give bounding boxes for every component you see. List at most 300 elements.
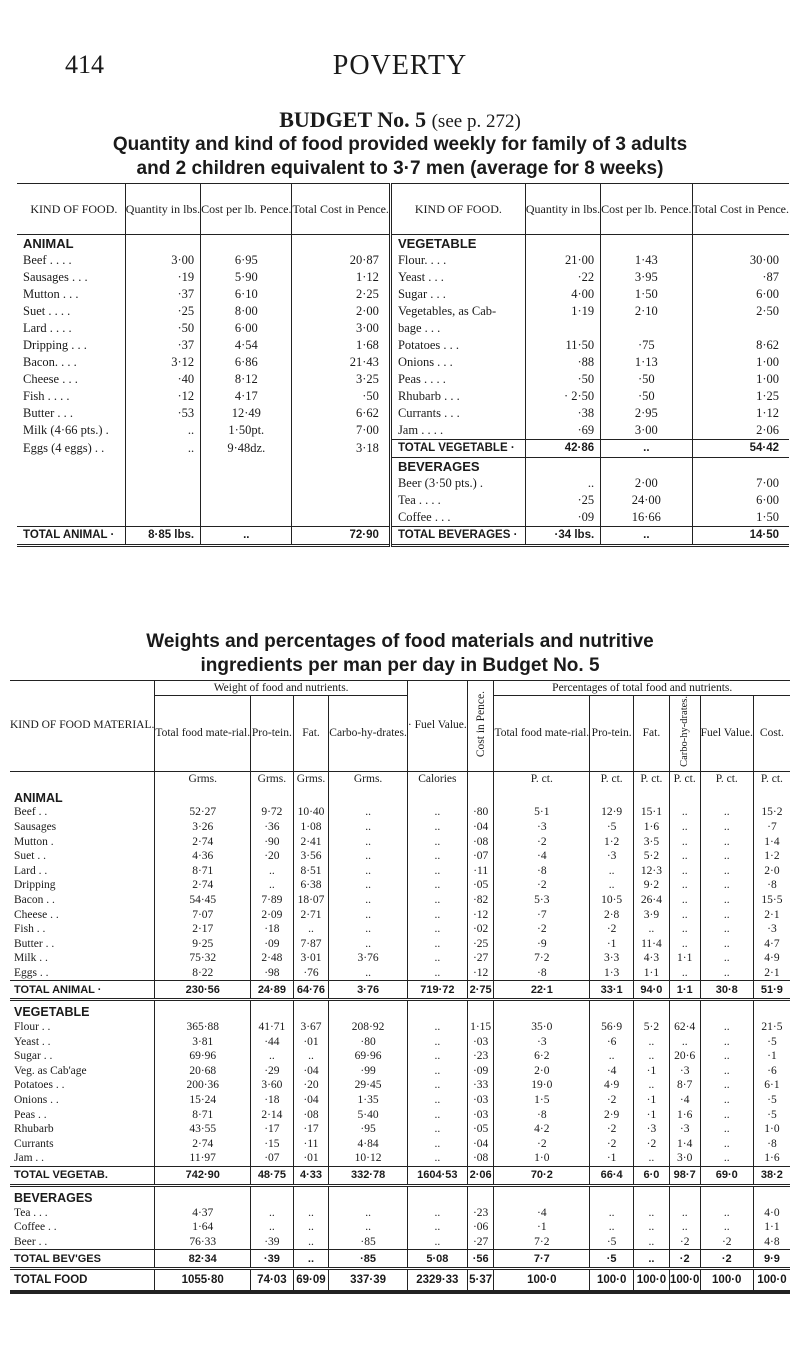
quantity-value bbox=[525, 320, 600, 337]
pct-protein-value: 2·9 bbox=[590, 1107, 634, 1122]
carbohydrates-value: 337·39 bbox=[329, 1269, 408, 1293]
total-cost-value bbox=[692, 320, 789, 337]
header-material: KIND OF FOOD MATERIAL. bbox=[10, 681, 155, 772]
pct-fat-value: 100·0 bbox=[634, 1269, 670, 1293]
fuel-value-value: .. bbox=[407, 1107, 467, 1122]
carbohydrates-value: ·95 bbox=[329, 1122, 408, 1137]
protein-value: ·18 bbox=[251, 922, 294, 937]
cost-per-lb-value: .. bbox=[201, 527, 292, 546]
fat-value: 3·67 bbox=[293, 1020, 329, 1035]
food-name: Yeast . . . bbox=[390, 269, 525, 286]
protein-value: 2·09 bbox=[251, 907, 294, 922]
pct-total-value: ·2 bbox=[494, 878, 590, 893]
cost-pence-value: 2·06 bbox=[467, 1166, 494, 1185]
pct-fuel-value: .. bbox=[700, 1049, 753, 1064]
unit-label: P. ct. bbox=[590, 771, 634, 786]
table-row bbox=[10, 893, 790, 908]
fuel-value-value: .. bbox=[407, 1078, 467, 1093]
fuel-value-value: .. bbox=[407, 1234, 467, 1249]
header-pct-cost: Cost. bbox=[753, 696, 790, 772]
pct-fuel-value: .. bbox=[700, 907, 753, 922]
pct-cost-value: 15·5 bbox=[753, 893, 790, 908]
pct-total-value: 100·0 bbox=[494, 1269, 590, 1293]
food-name: Beef . . . . bbox=[23, 253, 72, 267]
pct-fat-value: ·1 bbox=[634, 1093, 670, 1108]
header-pct-protein: Pro-tein. bbox=[590, 696, 634, 772]
header-cost-pence: Cost in Pence. bbox=[474, 690, 487, 757]
total-weight-value: 2·74 bbox=[155, 834, 251, 849]
total-weight-value: 75·32 bbox=[155, 951, 251, 966]
pct-total-value: ·8 bbox=[494, 966, 590, 981]
pct-protein-value: ·2 bbox=[590, 1122, 634, 1137]
food-name: Fish . . . . bbox=[23, 389, 70, 403]
pct-carbohydrates-value: 100·0 bbox=[669, 1269, 700, 1293]
empty-cell bbox=[692, 235, 789, 253]
fuel-value-value: .. bbox=[407, 834, 467, 849]
header-protein: Pro-tein. bbox=[251, 696, 294, 772]
quantity-row bbox=[17, 303, 789, 320]
unit-label: P. ct. bbox=[494, 771, 590, 786]
empty-cell bbox=[292, 458, 390, 476]
quantity-value: 3·00 bbox=[125, 252, 200, 269]
fuel-value-value: .. bbox=[407, 1151, 467, 1166]
fat-value: 6·38 bbox=[293, 878, 329, 893]
running-head: POVERTY bbox=[332, 50, 468, 81]
pct-carbohydrates-value: .. bbox=[669, 863, 700, 878]
pct-fuel-value: .. bbox=[700, 893, 753, 908]
total-cost-value: 6·00 bbox=[692, 286, 789, 303]
pct-fuel-value: .. bbox=[700, 820, 753, 835]
protein-value: .. bbox=[251, 863, 294, 878]
food-name: Beer (3·50 pts.) . bbox=[390, 475, 525, 492]
empty-cell bbox=[700, 1000, 753, 1020]
pct-fat-value: .. bbox=[634, 1034, 670, 1049]
quantity-row bbox=[17, 337, 789, 354]
quantity-row bbox=[17, 320, 789, 337]
food-name: Bacon . . bbox=[14, 893, 55, 906]
cost-per-lb-value: 4·54 bbox=[201, 337, 292, 354]
food-name: Onions . . . bbox=[390, 354, 525, 371]
empty-cell bbox=[155, 1000, 251, 1020]
carbohydrates-value: 5·40 bbox=[329, 1107, 408, 1122]
pct-fat-value: 4·3 bbox=[634, 951, 670, 966]
pct-cost-value: 1·0 bbox=[753, 1122, 790, 1137]
total-cost-value: 1·00 bbox=[692, 371, 789, 388]
carbohydrates-value: .. bbox=[329, 849, 408, 864]
food-name: Mutton . bbox=[14, 835, 54, 848]
total-weight-value: 9·25 bbox=[155, 936, 251, 951]
pct-cost-value: 1·2 bbox=[753, 849, 790, 864]
cost-per-lb-value: 5·90 bbox=[201, 269, 292, 286]
cost-per-lb-value: 2·95 bbox=[601, 405, 692, 422]
pct-cost-value: ·8 bbox=[753, 878, 790, 893]
pct-fuel-value: .. bbox=[700, 1122, 753, 1137]
protein-value: 24·89 bbox=[251, 981, 294, 1000]
food-name: Sausages . . . bbox=[23, 270, 88, 284]
food-name: Potatoes . . . bbox=[390, 337, 525, 354]
total-label: TOTAL ANIMAL · bbox=[17, 527, 125, 546]
header-pct-total: Total food mate-rial. bbox=[494, 696, 590, 772]
empty-cell bbox=[292, 235, 390, 253]
cost-per-lb-value: 1·43 bbox=[601, 252, 692, 269]
unit-label: Calories bbox=[407, 771, 467, 786]
cost-pence-value: ·33 bbox=[467, 1078, 494, 1093]
empty-cell bbox=[590, 1000, 634, 1020]
pct-total-value: 7·2 bbox=[494, 1234, 590, 1249]
protein-value: ·18 bbox=[251, 1093, 294, 1108]
fuel-value-value: 2329·33 bbox=[407, 1269, 467, 1293]
pct-cost-value: 2·1 bbox=[753, 966, 790, 981]
food-name: Sausages bbox=[14, 820, 57, 833]
food-name: Currants bbox=[14, 1137, 54, 1150]
table-row bbox=[10, 1020, 790, 1035]
food-name: Suet . . bbox=[14, 850, 46, 863]
cost-per-lb-value: ·50 bbox=[601, 371, 692, 388]
quantity-value: ·22 bbox=[525, 269, 600, 286]
pct-fat-value: .. bbox=[634, 922, 670, 937]
pct-carbohydrates-value: .. bbox=[669, 820, 700, 835]
fat-value: 1·08 bbox=[293, 820, 329, 835]
fuel-value-value: .. bbox=[407, 878, 467, 893]
pct-cost-value: ·5 bbox=[753, 1107, 790, 1122]
table-row bbox=[10, 1122, 790, 1137]
fat-value: 10·40 bbox=[293, 805, 329, 820]
unit-label: P. ct. bbox=[700, 771, 753, 786]
total-weight-value: 2·74 bbox=[155, 1137, 251, 1152]
cost-pence-value: 1·15 bbox=[467, 1020, 494, 1035]
header-fuel: · Fuel Value. bbox=[407, 681, 467, 772]
food-name: Fish . . bbox=[14, 923, 46, 936]
total-label: TOTAL FOOD bbox=[10, 1269, 155, 1293]
fat-value: 7·87 bbox=[293, 936, 329, 951]
pct-carbohydrates-value: ·4 bbox=[669, 1093, 700, 1108]
pct-protein-value: 1·2 bbox=[590, 834, 634, 849]
pct-fat-value: 1·6 bbox=[634, 820, 670, 835]
pct-total-value: ·7 bbox=[494, 907, 590, 922]
pct-cost-value: ·7 bbox=[753, 820, 790, 835]
pct-carbohydrates-value: .. bbox=[669, 907, 700, 922]
empty-cell bbox=[17, 492, 125, 509]
carbohydrates-value: 3·76 bbox=[329, 981, 408, 1000]
cost-per-lb-value: 6·10 bbox=[201, 286, 292, 303]
pct-carbohydrates-value: 1·1 bbox=[669, 951, 700, 966]
quantity-value: ·37 bbox=[125, 286, 200, 303]
total-label: TOTAL BEVERAGES · bbox=[390, 527, 525, 546]
protein-value: ·90 bbox=[251, 834, 294, 849]
total-cost-value: 30·00 bbox=[692, 252, 789, 269]
cost-per-lb-value bbox=[601, 320, 692, 337]
cost-pence-value: ·12 bbox=[467, 966, 494, 981]
cost-per-lb-value: 1·50 bbox=[601, 286, 692, 303]
pct-carbohydrates-value: ·2 bbox=[669, 1234, 700, 1249]
subtitle-line-2: and 2 children equivalent to 3·7 men (average for 8 weeks) bbox=[136, 158, 664, 179]
table-row bbox=[10, 820, 790, 835]
pct-protein-value: 66·4 bbox=[590, 1166, 634, 1185]
pct-protein-value: 100·0 bbox=[590, 1269, 634, 1293]
pct-protein-value: .. bbox=[590, 1220, 634, 1235]
empty-cell bbox=[201, 235, 292, 253]
total-label: TOTAL VEGETAB. bbox=[10, 1166, 155, 1185]
total-cost-value: 1·50 bbox=[692, 509, 789, 527]
empty-cell bbox=[525, 458, 600, 476]
carbohydrates-value: .. bbox=[329, 936, 408, 951]
fat-value: ·20 bbox=[293, 1078, 329, 1093]
total-cost-value: 6·00 bbox=[692, 492, 789, 509]
pct-fuel-value: .. bbox=[700, 849, 753, 864]
header-pct-fat: Fat. bbox=[634, 696, 670, 772]
pct-protein-value: 3·3 bbox=[590, 951, 634, 966]
cost-per-lb-value: 6·95 bbox=[201, 252, 292, 269]
pct-carbohydrates-value: 1·6 bbox=[669, 1107, 700, 1122]
table-row bbox=[10, 907, 790, 922]
total-cost-value: 3·00 bbox=[292, 320, 390, 337]
food-name: Butter . . bbox=[14, 937, 55, 950]
fat-value: .. bbox=[293, 1250, 329, 1269]
protein-value: .. bbox=[251, 1220, 294, 1235]
total-weight-value: 2·17 bbox=[155, 922, 251, 937]
header-cost-per-lb: Cost per lb. Pence. bbox=[201, 184, 292, 235]
fat-value: 8·51 bbox=[293, 863, 329, 878]
pct-fat-value: .. bbox=[634, 1078, 670, 1093]
pct-cost-value: 38·2 bbox=[753, 1166, 790, 1185]
carbohydrates-value: .. bbox=[329, 966, 408, 981]
pct-cost-value: 4·9 bbox=[753, 951, 790, 966]
pct-protein-value: ·6 bbox=[590, 1034, 634, 1049]
protein-value: ·07 bbox=[251, 1151, 294, 1166]
protein-value: ·29 bbox=[251, 1064, 294, 1079]
cost-pence-value: ·12 bbox=[467, 907, 494, 922]
cost-pence-value: ·11 bbox=[467, 863, 494, 878]
pct-total-value: ·8 bbox=[494, 863, 590, 878]
total-weight-value: 54·45 bbox=[155, 893, 251, 908]
total-label: TOTAL ANIMAL · bbox=[10, 981, 155, 1000]
empty-cell bbox=[293, 1185, 329, 1205]
carbohydrates-value: ·85 bbox=[329, 1234, 408, 1249]
cost-per-lb-value: .. bbox=[601, 527, 692, 546]
pct-protein-value: ·2 bbox=[590, 1093, 634, 1108]
total-weight-value: 200·36 bbox=[155, 1078, 251, 1093]
total-weight-value: 3·26 bbox=[155, 820, 251, 835]
pct-total-value: ·8 bbox=[494, 1107, 590, 1122]
fat-value: 69·09 bbox=[293, 1269, 329, 1293]
empty-cell bbox=[669, 1185, 700, 1205]
pct-carbohydrates-value: 1·4 bbox=[669, 1137, 700, 1152]
pct-protein-value: ·1 bbox=[590, 1151, 634, 1166]
pct-fuel-value: ·2 bbox=[700, 1234, 753, 1249]
food-name: Suet . . . . bbox=[23, 304, 71, 318]
quantity-value: 4·00 bbox=[525, 286, 600, 303]
empty-cell bbox=[201, 509, 292, 527]
table-row bbox=[10, 1107, 790, 1122]
empty-cell bbox=[407, 1185, 467, 1205]
fuel-value-value: .. bbox=[407, 1093, 467, 1108]
empty-cell bbox=[125, 235, 200, 253]
food-name: Beer . . bbox=[14, 1235, 48, 1248]
fat-value: ·17 bbox=[293, 1122, 329, 1137]
category-label: BEVERAGES bbox=[14, 1191, 93, 1205]
pct-protein-value: ·1 bbox=[590, 936, 634, 951]
cost-pence-value: ·08 bbox=[467, 1151, 494, 1166]
table-row bbox=[10, 1093, 790, 1108]
cost-per-lb-value: ·75 bbox=[601, 337, 692, 354]
total-weight-value: 1·64 bbox=[155, 1220, 251, 1235]
empty-cell bbox=[251, 786, 294, 805]
pct-total-value: 2·0 bbox=[494, 1064, 590, 1079]
cost-per-lb-value: 2·00 bbox=[601, 475, 692, 492]
pct-fat-value: 5·2 bbox=[634, 849, 670, 864]
pct-fat-value: 26·4 bbox=[634, 893, 670, 908]
fat-value: ·01 bbox=[293, 1151, 329, 1166]
total-cost-value: 3·18 bbox=[292, 440, 390, 458]
units-row bbox=[10, 771, 790, 786]
cost-per-lb-value: 3·00 bbox=[601, 422, 692, 440]
empty-cell bbox=[329, 786, 408, 805]
total-cost-value: 1·00 bbox=[692, 354, 789, 371]
subtitle-line-4: ingredients per man per day in Budget No. 5 bbox=[200, 655, 600, 676]
fat-value: 2·41 bbox=[293, 834, 329, 849]
empty-cell bbox=[201, 475, 292, 492]
empty-cell bbox=[293, 1000, 329, 1020]
fat-value: .. bbox=[293, 1205, 329, 1220]
cost-pence-value: ·23 bbox=[467, 1205, 494, 1220]
food-name: Rhubarb bbox=[14, 1123, 54, 1136]
protein-value: ·17 bbox=[251, 1122, 294, 1137]
pct-cost-value: 9·9 bbox=[753, 1250, 790, 1269]
pct-protein-value: ·2 bbox=[590, 922, 634, 937]
empty-cell bbox=[329, 1000, 408, 1020]
pct-protein-value: 56·9 bbox=[590, 1020, 634, 1035]
quantity-row bbox=[17, 440, 789, 458]
food-name: Lard . . . . bbox=[23, 321, 72, 335]
empty-cell bbox=[753, 786, 790, 805]
pct-total-value: 1·0 bbox=[494, 1151, 590, 1166]
food-name: Cheese . . bbox=[14, 908, 59, 921]
cost-pence-value: ·07 bbox=[467, 849, 494, 864]
table-row bbox=[10, 951, 790, 966]
fuel-value-value: .. bbox=[407, 1122, 467, 1137]
pct-protein-value: ·4 bbox=[590, 1064, 634, 1079]
food-name: Milk (4·66 pts.) . bbox=[23, 423, 109, 438]
food-name: Eggs . . bbox=[14, 966, 49, 979]
fuel-value-value: .. bbox=[407, 820, 467, 835]
carbohydrates-value: 1·35 bbox=[329, 1093, 408, 1108]
category-label: BEVERAGES bbox=[390, 458, 525, 476]
quantity-value: ·50 bbox=[525, 371, 600, 388]
table-row bbox=[10, 878, 790, 893]
pct-fuel-value: .. bbox=[700, 834, 753, 849]
table-row bbox=[10, 1064, 790, 1079]
total-cost-value: 1·12 bbox=[292, 269, 390, 286]
total-weight-value: 4·37 bbox=[155, 1205, 251, 1220]
pct-total-value: ·4 bbox=[494, 1205, 590, 1220]
pct-total-value: ·9 bbox=[494, 936, 590, 951]
protein-value: ·98 bbox=[251, 966, 294, 981]
quantity-row bbox=[17, 388, 789, 405]
empty-cell bbox=[634, 786, 670, 805]
carbohydrates-value: .. bbox=[329, 893, 408, 908]
pct-fat-value: 6·0 bbox=[634, 1166, 670, 1185]
cost-per-lb-value: 1·13 bbox=[601, 354, 692, 371]
total-weight-value: 76·33 bbox=[155, 1234, 251, 1249]
cost-pence-value: ·02 bbox=[467, 922, 494, 937]
pct-fat-value: .. bbox=[634, 1205, 670, 1220]
pct-carbohydrates-value: 1·1 bbox=[669, 981, 700, 1000]
pct-fuel-value: .. bbox=[700, 1137, 753, 1152]
fuel-value-value: .. bbox=[407, 1049, 467, 1064]
pct-carbohydrates-value: 20·6 bbox=[669, 1049, 700, 1064]
category-label: ANIMAL bbox=[23, 236, 74, 251]
pct-fuel-value: .. bbox=[700, 1151, 753, 1166]
carbohydrates-value: 332·78 bbox=[329, 1166, 408, 1185]
pct-total-value: ·4 bbox=[494, 849, 590, 864]
fat-value: ·11 bbox=[293, 1137, 329, 1152]
protein-value: 48·75 bbox=[251, 1166, 294, 1185]
cost-per-lb-value: 9·48dz. bbox=[201, 440, 292, 458]
total-cost-value: 7·00 bbox=[692, 475, 789, 492]
pct-protein-value: 1·3 bbox=[590, 966, 634, 981]
quantity-value: ·88 bbox=[525, 354, 600, 371]
total-weight-value: 20·68 bbox=[155, 1064, 251, 1079]
subtitle-line-1: Quantity and kind of food provided weekly for family of 3 adults bbox=[112, 134, 688, 155]
fuel-value-value: .. bbox=[407, 966, 467, 981]
header-total-cost: Total Cost in Pence. bbox=[292, 184, 390, 235]
pct-fat-value: 11·4 bbox=[634, 936, 670, 951]
empty-cell bbox=[292, 475, 390, 492]
fat-value: 3·56 bbox=[293, 849, 329, 864]
table-row bbox=[10, 1049, 790, 1064]
protein-value: ·09 bbox=[251, 936, 294, 951]
empty-cell bbox=[700, 786, 753, 805]
protein-value: ·39 bbox=[251, 1234, 294, 1249]
food-name: Mutton . . . bbox=[23, 287, 79, 301]
header-kind: KIND OF FOOD. bbox=[17, 184, 125, 235]
quantity-value: ·34 lbs. bbox=[525, 527, 600, 546]
empty-cell bbox=[292, 492, 390, 509]
quantity-value: ·40 bbox=[125, 371, 200, 388]
pct-protein-value: 2·8 bbox=[590, 907, 634, 922]
empty-cell bbox=[700, 1185, 753, 1205]
pct-cost-value: ·8 bbox=[753, 1137, 790, 1152]
pct-fuel-value: .. bbox=[700, 863, 753, 878]
empty-cell bbox=[155, 786, 251, 805]
cost-pence-value: 2·75 bbox=[467, 981, 494, 1000]
total-label: TOTAL BEV'GES bbox=[10, 1250, 155, 1269]
total-weight-value: 742·90 bbox=[155, 1166, 251, 1185]
empty-cell bbox=[201, 458, 292, 476]
fuel-value-value: .. bbox=[407, 849, 467, 864]
quantity-value: ·53 bbox=[125, 405, 200, 422]
pct-cost-value: 2·1 bbox=[753, 907, 790, 922]
pct-fuel-value: .. bbox=[700, 878, 753, 893]
cost-pence-value: 5·37 bbox=[467, 1269, 494, 1293]
cost-per-lb-value: .. bbox=[601, 440, 692, 458]
empty-cell bbox=[753, 1185, 790, 1205]
carbohydrates-value: ·85 bbox=[329, 1250, 408, 1269]
pct-fat-value: 1·1 bbox=[634, 966, 670, 981]
carbohydrates-value: 10·12 bbox=[329, 1151, 408, 1166]
header-pct-fuel: Fuel Value. bbox=[700, 696, 753, 772]
empty-cell bbox=[601, 235, 692, 253]
quantity-value: .. bbox=[125, 422, 200, 440]
fuel-value-value: .. bbox=[407, 1137, 467, 1152]
fat-value: 2·71 bbox=[293, 907, 329, 922]
food-name: Bacon. . . . bbox=[23, 355, 77, 369]
food-name: Peas . . . . bbox=[390, 371, 525, 388]
pct-protein-value: 10·5 bbox=[590, 893, 634, 908]
quantity-value: ·19 bbox=[125, 269, 200, 286]
empty-cell bbox=[155, 1185, 251, 1205]
quantity-row bbox=[17, 252, 789, 269]
